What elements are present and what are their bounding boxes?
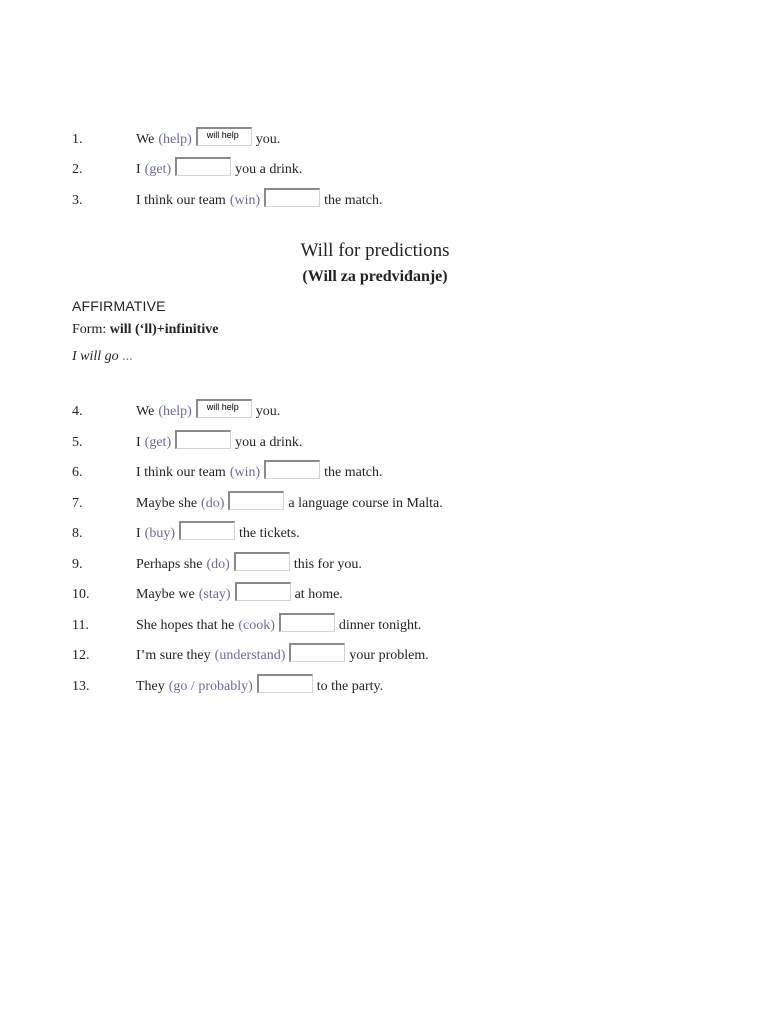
section-subtitle: (Will za predviđanje) — [302, 268, 448, 285]
sentence-start: They — [136, 679, 165, 694]
item-number: 13. — [72, 679, 90, 694]
item-number: 8. — [72, 526, 83, 541]
answer-field[interactable] — [264, 460, 320, 479]
sentence-end: a language course in Malta. — [288, 496, 443, 511]
example-ellipsis: ... — [118, 349, 133, 364]
verb-hint: (do) — [206, 557, 230, 572]
sentence-end: you. — [255, 404, 281, 419]
item-number: 3. — [72, 193, 83, 208]
verb-hint: (go / probably) — [168, 679, 253, 694]
verb-hint: (get) — [144, 435, 172, 450]
answer-field[interactable] — [264, 188, 320, 207]
verb-hint: (stay) — [198, 587, 231, 602]
verb-hint: (help) — [158, 404, 192, 419]
answer-field[interactable] — [257, 674, 313, 693]
answer-field[interactable] — [279, 613, 335, 632]
sentence-start: Maybe we — [136, 587, 195, 602]
verb-hint: (understand) — [214, 648, 286, 663]
sentence-end: dinner tonight. — [338, 618, 422, 633]
sentence-end: the match. — [324, 193, 383, 208]
sentence-end: at home. — [294, 587, 343, 602]
item-number: 5. — [72, 435, 83, 450]
form-formula: will (‘ll)+infinitive — [109, 322, 219, 337]
sentence-start: We — [136, 404, 155, 419]
sentence-end: you a drink. — [235, 162, 303, 177]
item-number: 7. — [72, 496, 83, 511]
answer-field[interactable] — [175, 157, 231, 176]
sentence-start: I — [136, 162, 141, 177]
answer-field[interactable] — [289, 643, 345, 662]
sentence-start: She hopes that he — [136, 618, 235, 633]
sentence-start: We — [136, 132, 155, 147]
verb-hint: (get) — [144, 162, 172, 177]
sentence-start: Perhaps she — [136, 557, 203, 572]
item-number: 4. — [72, 404, 83, 419]
sentence-end: this for you. — [293, 557, 362, 572]
item-number: 11. — [72, 618, 89, 633]
item-number: 10. — [72, 587, 90, 602]
sentence-end: you a drink. — [235, 435, 303, 450]
sentence-start: I — [136, 435, 141, 450]
sentence-start: I think our team — [136, 193, 226, 208]
answer-field[interactable] — [235, 582, 291, 601]
answer-field[interactable] — [175, 430, 231, 449]
form-rule — [72, 322, 218, 338]
section-title: Will for predictions — [300, 240, 450, 261]
example-text: I will go — [72, 349, 119, 364]
verb-hint: (buy) — [144, 526, 175, 541]
item-number: 9. — [72, 557, 83, 572]
verb-hint: (cook) — [238, 618, 275, 633]
sentence-end: the tickets. — [239, 526, 300, 541]
item-number: 6. — [72, 465, 83, 480]
answer-field[interactable] — [234, 552, 290, 571]
affirmative-label: AFFIRMATIVE — [72, 298, 166, 314]
form-prefix: Form: — [72, 322, 110, 337]
answer-field[interactable]: will help — [196, 127, 252, 146]
answer-field[interactable]: will help — [196, 399, 252, 418]
sentence-end: your problem. — [349, 648, 429, 663]
example-sentence — [72, 349, 133, 365]
verb-hint: (help) — [158, 132, 192, 147]
answer-field[interactable] — [228, 491, 284, 510]
verb-hint: (win) — [229, 465, 261, 480]
sentence-start: Maybe she — [136, 496, 198, 511]
sentence-end: to the party. — [316, 679, 384, 694]
item-number: 12. — [72, 648, 90, 663]
sentence-start: I think our team — [136, 465, 226, 480]
verb-hint: (do) — [201, 496, 225, 511]
sentence-start: I — [136, 526, 141, 541]
answer-field[interactable] — [179, 521, 235, 540]
sentence-end: the match. — [324, 465, 383, 480]
verb-hint: (win) — [229, 193, 261, 208]
sentence-end: you. — [255, 132, 281, 147]
sentence-start: I’m sure they — [136, 648, 211, 663]
item-number: 2. — [72, 162, 83, 177]
item-number: 1. — [72, 132, 83, 147]
